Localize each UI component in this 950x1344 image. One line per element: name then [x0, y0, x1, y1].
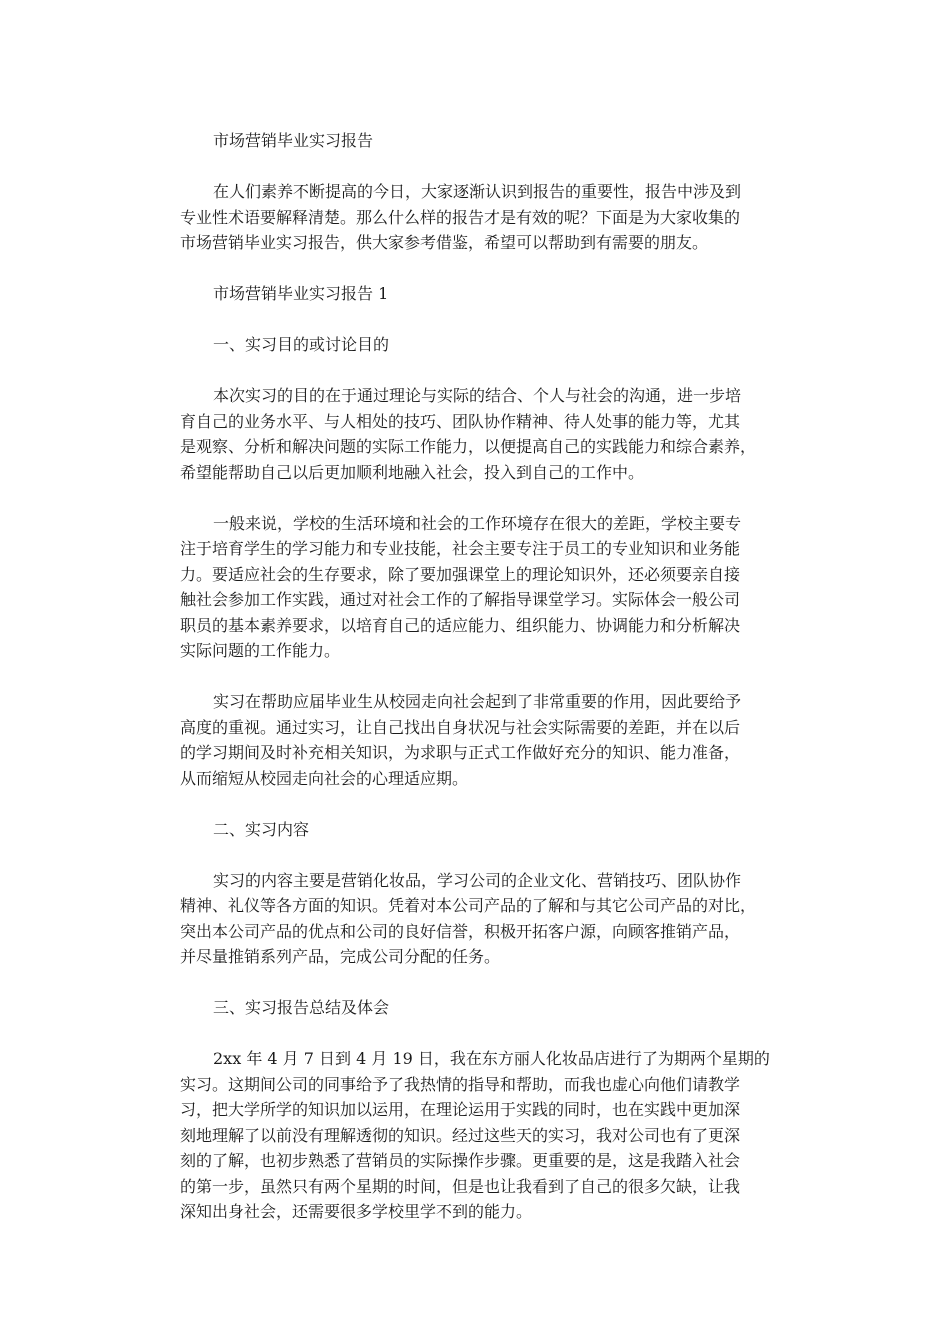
text-line: 希望能帮助自己以后更加顺利地融入社会，投入到自己的工作中。 [180, 462, 645, 482]
paragraph-1 [180, 383, 780, 485]
text-line: 深知出身社会，还需要很多学校里学不到的能力。 [180, 1202, 533, 1221]
paragraph-2 [180, 511, 780, 664]
report-subtitle: 市场营销毕业实习报告 1 [213, 284, 389, 303]
text-line: 从而缩短从校园走向社会的心理适应期。 [180, 768, 469, 788]
text-line: 2xx 年 4 月 7 日到 4 月 19 日，我在东方丽人化妆品店进行了为期两个星期的 [213, 1049, 770, 1068]
text-line: 本次实习的目的在于通过理论与实际的结合、个人与社会的沟通，进一步培 [213, 386, 742, 405]
document-page [180, 128, 780, 1250]
text-line: 突出本公司产品的优点和公司的良好信誉，积极开拓客户源，向顾客推销产品， [180, 921, 741, 941]
text-line: 实习。这期间公司的同事给予了我热情的指导和帮助，而我也虚心向他们请教学 [180, 1074, 741, 1094]
text-line: 一般来说，学校的生活环境和社会的工作环境存在很大的差距，学校主要专 [213, 513, 742, 533]
text-line: 育自己的业务水平、与人相处的技巧、团队协作精神、待人处事的能力等，尤其 [180, 411, 741, 431]
paragraph-3 [180, 689, 780, 791]
text-line: 习，把大学所学的知识加以运用，在理论运用于实践的同时，也在实践中更加深 [180, 1100, 741, 1119]
section-heading-3: 三、实习报告总结及体会 [213, 998, 390, 1017]
intro-paragraph [180, 179, 780, 256]
document-title: 市场营销毕业实习报告 [213, 131, 374, 150]
section-heading-1: 一、实习目的或讨论目的 [213, 335, 390, 354]
text-line: 高度的重视。通过实习，让自己找出自身状况与社会实际需要的差距，并在以后 [180, 717, 741, 737]
text-line: 职员的基本素养要求，以培育自己的适应能力、组织能力、协调能力和分析解决 [180, 615, 741, 635]
text-line: 实习的内容主要是营销化妆品，学习公司的企业文化、营销技巧、团队协作 [213, 870, 742, 890]
text-line: 刻的了解，也初步熟悉了营销员的实际操作步骤。更重要的是，这是我踏入社会 [180, 1151, 741, 1170]
text-line: 的学习期间及时补充相关知识，为求职与正式工作做好充分的知识、能力准备， [180, 743, 741, 762]
section-heading-2: 二、实习内容 [213, 819, 310, 839]
text-line: 力。要适应社会的生存要求，除了要加强课堂上的理论知识外，还必须要亲自接 [180, 564, 741, 584]
text-line: 注于培育学生的学习能力和专业技能，社会主要专注于员工的专业知识和业务能 [180, 539, 741, 558]
text-line: 实际问题的工作能力。 [180, 641, 341, 660]
text-line: 是观察、分析和解决问题的实际工作能力，以便提高自己的实践能力和综合素养， [180, 437, 757, 456]
text-line: 专业性术语要解释清楚。那么什么样的报告才是有效的呢？下面是为大家收集的 [180, 207, 741, 227]
text-line: 市场营销毕业实习报告，供大家参考借鉴，希望可以帮助到有需要的朋友。 [180, 233, 709, 252]
paragraph-4 [180, 868, 780, 970]
paragraph-5 [180, 1046, 780, 1225]
text-line: 的第一步，虽然只有两个星期的时间，但是也让我看到了自己的很多欠缺，让我 [180, 1176, 741, 1196]
text-line: 并尽量推销系列产品，完成公司分配的任务。 [180, 947, 501, 966]
text-line: 在人们素养不断提高的今日，大家逐渐认识到报告的重要性，报告中涉及到 [213, 182, 742, 201]
text-line: 精神、礼仪等各方面的知识。凭着对本公司产品的了解和与其它公司产品的对比， [180, 896, 757, 915]
text-line: 刻地理解了以前没有理解透彻的知识。经过这些天的实习，我对公司也有了更深 [180, 1125, 741, 1145]
text-line: 触社会参加工作实践，通过对社会工作的了解指导课堂学习。实际体会一般公司 [180, 590, 741, 609]
text-line: 实习在帮助应届毕业生从校园走向社会起到了非常重要的作用，因此要给予 [213, 692, 742, 711]
